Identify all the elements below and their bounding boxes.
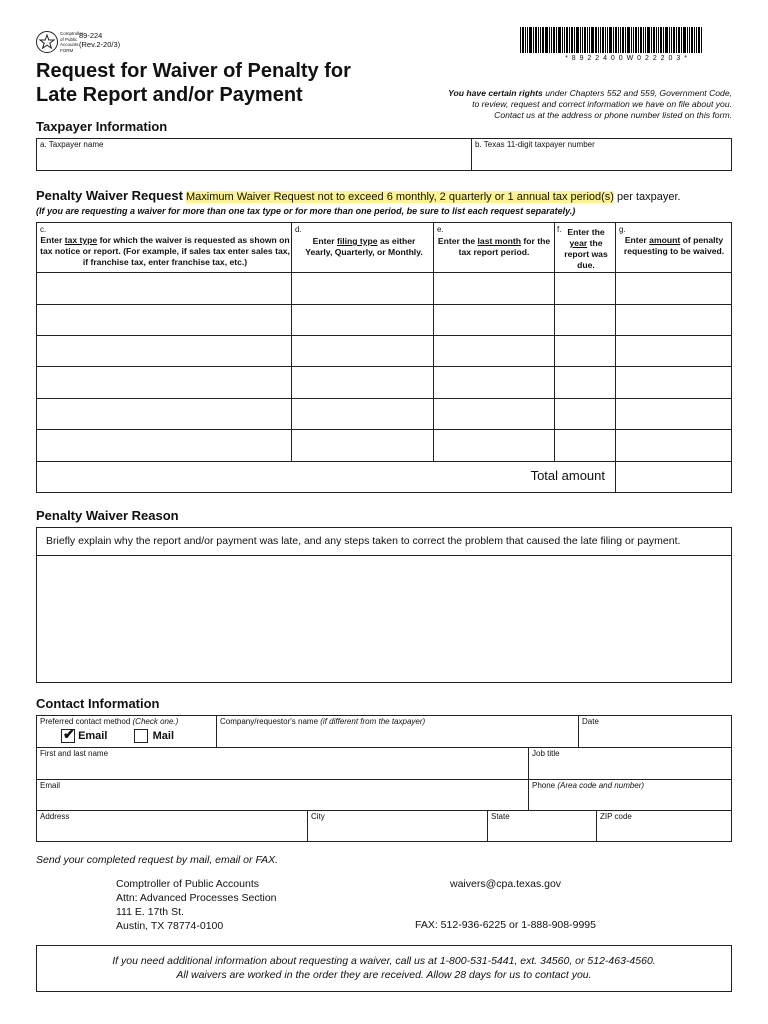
email-checkbox[interactable] xyxy=(61,726,75,743)
fax-numbers: FAX: 512-936-6225 or 1-888-908-9995 xyxy=(415,919,596,931)
barcode-bar xyxy=(574,27,575,53)
send-note: Send your completed request by mail, email or FAX. xyxy=(36,854,278,866)
barcode-bar xyxy=(542,27,544,53)
reason-textarea[interactable] xyxy=(37,556,731,682)
barcode-bar xyxy=(694,27,695,53)
barcode-bar xyxy=(587,27,588,53)
barcode-bar xyxy=(598,27,599,53)
barcode-bar xyxy=(660,27,662,53)
phone-field[interactable]: Phone (Area code and number) xyxy=(532,781,645,790)
barcode-bar xyxy=(673,27,675,53)
col-amount-header: Enter amount of penalty requesting to be waived. xyxy=(623,235,725,256)
barcode-bar xyxy=(653,27,655,53)
form-title: Request for Waiver of Penalty for Late Report and/or Payment xyxy=(36,60,351,106)
barcode-bar xyxy=(627,27,630,53)
reason-box xyxy=(36,527,732,683)
penalty-row[interactable] xyxy=(37,367,731,398)
taxpayer-number-label: b. Texas 11-digit taxpayer number xyxy=(475,140,595,149)
barcode-bar xyxy=(551,27,552,53)
mail-option-label: Mail xyxy=(152,729,175,742)
barcode-bar xyxy=(615,27,617,53)
col-last-month-header: Enter the last month for the tax report period. xyxy=(437,236,551,257)
rights-notice: You have certain rights under Chapters 552 and 559, Government Code, to review, request and correct information we have on file about you. Contact us at the address or phone number listed on this form. xyxy=(448,88,732,120)
barcode-bar xyxy=(625,27,626,53)
barcode-bar xyxy=(645,27,646,53)
city-field[interactable]: City xyxy=(311,812,325,821)
barcode-bar xyxy=(691,27,693,53)
waiver-email[interactable]: waivers@cpa.texas.gov xyxy=(450,878,562,890)
barcode-bar xyxy=(600,27,601,53)
barcode-bar xyxy=(647,27,650,53)
barcode-bar xyxy=(602,27,604,53)
barcode-bar xyxy=(520,27,521,53)
barcode-bar xyxy=(696,27,697,53)
barcode-bar xyxy=(620,27,621,53)
barcode-bar xyxy=(549,27,550,53)
barcode-bar xyxy=(638,27,639,53)
barcode-bar xyxy=(571,27,573,53)
barcode-bar xyxy=(580,27,581,53)
star-icon xyxy=(37,32,57,52)
barcode-bar xyxy=(656,27,657,53)
barcode-bar xyxy=(671,27,672,53)
barcode-bar xyxy=(545,27,548,53)
footer-line2: All waivers are worked in the order they are received. Allow 28 days for us to contact you. xyxy=(176,969,592,981)
barcode-bars xyxy=(520,27,733,53)
barcode-bar xyxy=(562,27,563,53)
barcode-bar xyxy=(553,27,555,53)
barcode-bar xyxy=(613,27,614,53)
barcode-bar xyxy=(683,27,686,53)
taxpayer-heading: Taxpayer Information xyxy=(36,119,168,134)
total-amount-label: Total amount xyxy=(530,468,605,483)
penalty-row[interactable] xyxy=(37,399,731,429)
barcode-bar xyxy=(631,27,632,53)
footer-info-box xyxy=(36,945,732,992)
preferred-contact-field: Preferred contact method (Check one.) ✔ Email Mail xyxy=(40,717,179,742)
barcode-bar xyxy=(681,27,682,53)
reason-heading: Penalty Waiver Reason xyxy=(36,508,179,523)
barcode-bar xyxy=(618,27,619,53)
taxpayer-number-field[interactable] xyxy=(472,139,731,170)
barcode-bar xyxy=(607,27,608,53)
barcode-bar xyxy=(595,27,597,53)
mailing-address: Comptroller of Public Accounts Attn: Advanced Processes Section 111 E. 17th St. Austin, TX 78774-0100 xyxy=(116,878,277,932)
barcode-bar xyxy=(635,27,637,53)
agency-seal xyxy=(36,31,58,53)
penalty-subnote: (If you are requesting a waiver for more than one tax type or for more than one period, be sure to list each request separately.) xyxy=(36,206,576,216)
email-field[interactable]: Email xyxy=(40,781,61,790)
mail-checkbox[interactable] xyxy=(134,729,148,743)
barcode-bar xyxy=(538,27,539,53)
total-amount-field[interactable] xyxy=(616,462,731,493)
reason-prompt: Briefly explain why the report and/or payment was late, and any steps taken to correct the problem that caused the late filing or payment. xyxy=(46,535,681,547)
barcode-bar xyxy=(665,27,668,53)
barcode-bar xyxy=(698,27,700,53)
penalty-heading: Penalty Waiver Request xyxy=(36,188,183,203)
penalty-limit-note: Maximum Waiver Request not to exceed 6 monthly, 2 quarterly or 1 annual tax period(s) xyxy=(185,191,614,203)
barcode-bar xyxy=(576,27,579,53)
penalty-row[interactable] xyxy=(37,430,731,461)
barcode-bar xyxy=(589,27,590,53)
barcode-bar xyxy=(558,27,561,53)
barcode-bar xyxy=(622,27,624,53)
barcode-bar xyxy=(640,27,642,53)
barcode-bar xyxy=(527,27,528,53)
barcode-bar xyxy=(591,27,594,53)
barcode-bar xyxy=(658,27,659,53)
state-field[interactable]: State xyxy=(491,812,510,821)
barcode-bar xyxy=(663,27,664,53)
barcode-bar xyxy=(676,27,677,53)
barcode-bar xyxy=(569,27,570,53)
address-field[interactable]: Address xyxy=(40,812,70,821)
job-title-field[interactable]: Job title xyxy=(532,749,560,758)
barcode-bar xyxy=(564,27,565,53)
barcode-bar xyxy=(529,27,532,53)
col-year-header: Enter the year the report was due. xyxy=(564,227,608,270)
barcode-bar xyxy=(687,27,688,53)
taxpayer-box xyxy=(36,138,732,171)
barcode-bar xyxy=(566,27,568,53)
form-number: 89-224 (Rev.2-20/3) xyxy=(79,31,121,49)
penalty-heading-line: Penalty Waiver Request Maximum Waiver Request not to exceed 6 monthly, 2 quarterly or 1 annual tax period(s) per taxpayer. xyxy=(36,188,681,203)
email-option-label: Email xyxy=(78,729,108,742)
taxpayer-name-field[interactable] xyxy=(37,139,471,170)
barcode-bar xyxy=(582,27,583,53)
barcode-bar xyxy=(522,27,524,53)
barcode-bar xyxy=(605,27,606,53)
barcode-bar xyxy=(533,27,534,53)
company-name-field[interactable]: Company/requestor's name (if different from the taxpayer) xyxy=(220,717,426,726)
contact-box xyxy=(36,715,732,842)
barcode-bar xyxy=(525,27,526,53)
barcode-bar xyxy=(651,27,652,53)
full-name-field[interactable]: First and last name xyxy=(40,749,109,758)
penalty-row[interactable] xyxy=(37,305,731,335)
barcode-bar xyxy=(689,27,690,53)
barcode-bar xyxy=(584,27,586,53)
penalty-row[interactable] xyxy=(37,273,731,304)
footer-line1: If you need additional information about requesting a waiver, call us at 1-800-531-5441, ext. 34560, or 512-463-4560. xyxy=(112,955,656,967)
barcode-text: * 8 9 2 2 4 0 0 W 0 2 2 2 0 3 * xyxy=(565,55,688,62)
zip-code-field[interactable]: ZIP code xyxy=(600,812,632,821)
contact-heading: Contact Information xyxy=(36,696,160,711)
barcode-bar xyxy=(540,27,541,53)
penalty-row[interactable] xyxy=(37,336,731,366)
barcode-bar xyxy=(535,27,537,53)
barcode-bar xyxy=(633,27,634,53)
barcode-bar xyxy=(556,27,557,53)
col-tax-type-header: Enter tax type for which the waiver is requested as shown on tax notice or report. (For example, if sales tax enter sales tax, if franchise tax, enter franchise tax, etc.) xyxy=(40,235,290,267)
checkmark-icon: ✔ xyxy=(63,726,75,742)
barcode xyxy=(520,27,733,62)
barcode-bar xyxy=(669,27,670,53)
barcode-bar xyxy=(701,27,702,53)
penalty-table: c. Enter tax type for which the waiver is requested as shown on tax notice or report. (For example, if sales tax enter sales tax, if franchise tax, enter franchise tax, etc.) d. Enter filing type as either Yearly, Quarterly, or Monthly. e. Enter the last month for the tax report period. f. Enter the year the report was due. g. Enter amount of penalty requesting to be waived. Total amount xyxy=(36,222,732,493)
agency-seal-text: Comptroller of Public Accounts FORM xyxy=(60,31,84,53)
barcode-bar xyxy=(643,27,644,53)
taxpayer-name-label: a. Taxpayer name xyxy=(40,140,104,149)
barcode-bar xyxy=(678,27,680,53)
col-filing-type-header: Enter filing type as either Yearly, Quarterly, or Monthly. xyxy=(305,236,423,257)
barcode-bar xyxy=(609,27,612,53)
date-field[interactable]: Date xyxy=(582,717,599,726)
